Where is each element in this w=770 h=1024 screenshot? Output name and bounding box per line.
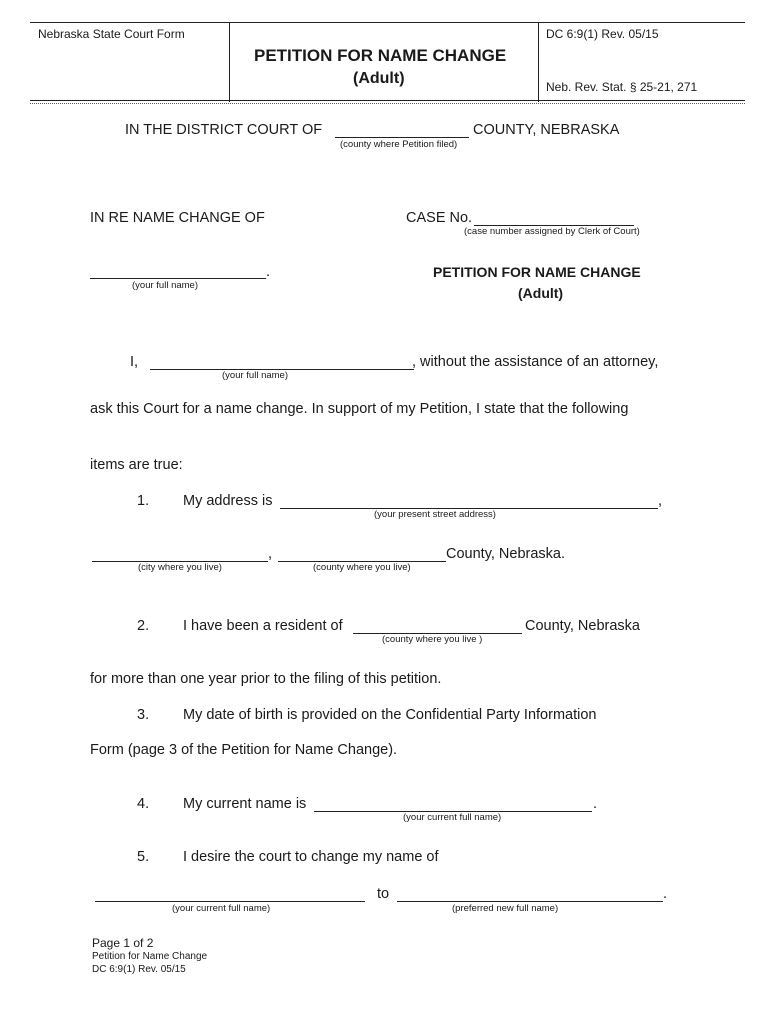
city-caption: (city where you live) [138, 562, 222, 573]
court-county-field[interactable] [335, 137, 469, 138]
form-title: PETITION FOR NAME CHANGE [254, 46, 507, 65]
footer-form-code: DC 6:9(1) Rev. 05/15 [92, 964, 186, 975]
item-2-continuation: for more than one year prior to the filing of this petition. [90, 671, 442, 687]
petitioner-name-caption: (your full name) [132, 280, 198, 291]
new-name-field[interactable] [397, 901, 663, 902]
item-4-number: 4. [137, 796, 150, 812]
document-subtitle: (Adult) [518, 285, 564, 301]
header-bottom-rule [30, 100, 745, 101]
case-number-caption: (case number assigned by Clerk of Court) [464, 226, 640, 237]
intro-i: I, [130, 354, 139, 370]
item-3-number: 3. [137, 707, 150, 723]
footer-form-name: Petition for Name Change [92, 951, 208, 962]
statute-reference: Neb. Rev. Stat. § 25-21, 271 [546, 80, 698, 94]
intro-line-2: ask this Court for a name change. In support of my Petition, I state that the following [90, 401, 629, 417]
court-suffix: COUNTY, NEBRASKA [473, 122, 620, 138]
item-4-period: . [593, 796, 598, 812]
case-number-label: CASE No. [406, 210, 473, 226]
item-2-number: 2. [137, 618, 150, 634]
residence-county-caption: (county where you live ) [382, 634, 483, 645]
form-source: Nebraska State Court Form [38, 27, 185, 41]
item-5-period: . [663, 886, 668, 902]
county-nebraska: County, Nebraska. [446, 546, 566, 562]
page-number: Page 1 of 2 [92, 936, 154, 950]
city-comma: , [268, 546, 273, 562]
item-4-text: My current name is [183, 796, 307, 812]
header-divider-left [229, 22, 230, 102]
petitioner-name-field[interactable] [90, 278, 266, 279]
petitioner-name-period: . [266, 264, 271, 280]
item-1-text: My address is [183, 493, 273, 509]
item-3-text: My date of birth is provided on the Confidential Party Information [183, 707, 597, 723]
item-5-number: 5. [137, 849, 150, 865]
item-2-suffix: County, Nebraska [525, 618, 640, 634]
form-code: DC 6:9(1) Rev. 05/15 [546, 27, 659, 41]
item-1-comma: , [658, 493, 663, 509]
old-name-caption: (your current full name) [172, 903, 271, 914]
in-re-label: IN RE NAME CHANGE OF [90, 210, 265, 226]
new-name-caption: (preferred new full name) [452, 903, 559, 914]
court-prefix: IN THE DISTRICT COURT OF [125, 122, 323, 138]
county-caption: (county where you live) [313, 562, 411, 573]
item-3-continuation: Form (page 3 of the Petition for Name Change). [90, 742, 398, 758]
to-label: to [377, 886, 390, 902]
form-subtitle: (Adult) [353, 70, 405, 87]
intro-line-3: items are true: [90, 457, 183, 473]
document-title: PETITION FOR NAME CHANGE [433, 264, 641, 280]
header-divider-right [538, 22, 539, 102]
header-top-rule [30, 22, 745, 23]
item-2-text: I have been a resident of [183, 618, 343, 634]
intro-name-caption: (your full name) [222, 370, 288, 381]
item-5-text: I desire the court to change my name of [183, 849, 439, 865]
intro-rest: , without the assistance of an attorney, [412, 354, 659, 370]
street-address-caption: (your present street address) [374, 509, 496, 520]
court-county-caption: (county where Petition filed) [340, 139, 458, 150]
header-bottom-rule-dotted [30, 103, 745, 104]
current-name-caption: (your current full name) [403, 812, 502, 823]
item-1-number: 1. [137, 493, 150, 509]
old-name-field[interactable] [95, 901, 365, 902]
